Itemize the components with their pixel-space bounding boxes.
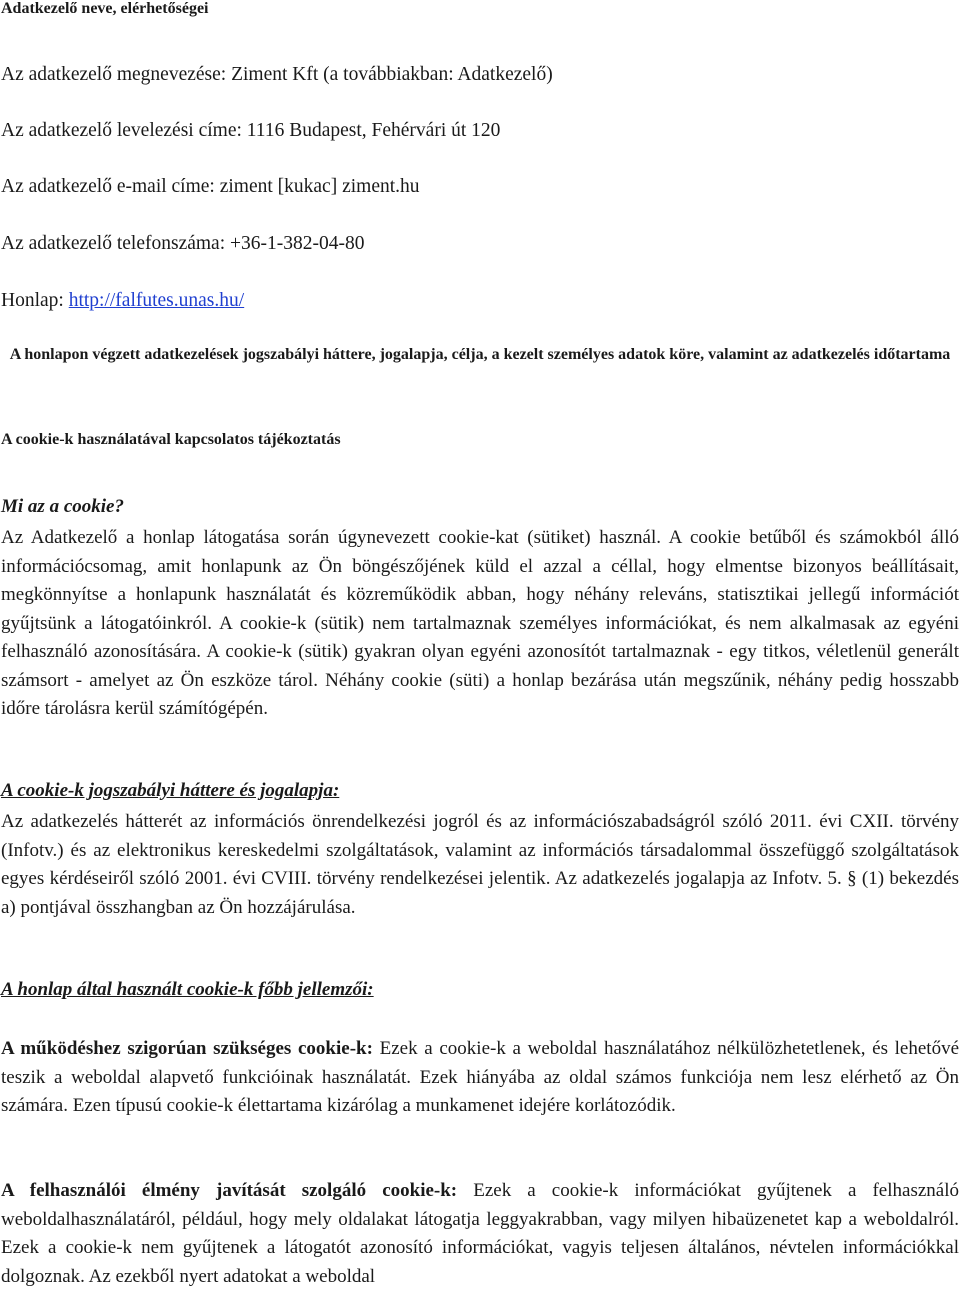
controller-address-line: Az adatkezelő levelezési címe: 1116 Budapest, Fehérvári út 120: [1, 120, 501, 141]
cookie-info-title: A cookie-k használatával kapcsolatos tájékoztatás: [1, 431, 341, 448]
page-heading: Adatkezelő neve, elérhetőségei: [1, 0, 209, 17]
controller-email-line: Az adatkezelő e-mail címe: ziment [kukac] ziment.hu: [1, 176, 420, 197]
controller-name-line: Az adatkezelő megnevezése: Ziment Kft (a továbbiakban: Adatkezelő): [1, 64, 553, 85]
legal-basis-title: A cookie-k jogszabályi háttere és jogalapja:: [1, 780, 340, 801]
necessary-cookies-text: Ezek a cookie-k a weboldal használatához nélkülözhetetlenek, és lehetővé teszik a weboldal alapvető funkcióinak használatát. Ezek hiányába az oldal számos funkciója nem lesz elérhető az Ön számára. Ezen típusú cookie-k élettartama kizárólag a munkamenet idejére korlátozódik.: [1, 1038, 959, 1116]
necessary-cookies-paragraph: [1, 1035, 959, 1121]
ux-cookies-text: Ezek a cookie-k információkat gyűjtenek a felhasználó weboldalhasználatáról, például, hogy mely oldalakat látogatja leggyakrabban, vagy milyen hibaüzenetet kap a weboldalról. Ezek a cookie-k nem gyűjtenek a látogatót azonosító információkat, vagyis teljesen általános, névtelen információkkal dolgoznak. Az ezekből nyert adatokat a weboldal: [1, 1180, 959, 1287]
legal-basis-paragraph: Az adatkezelés hátterét az információs önrendelkezési jogról és az információszabadságról szóló 2011. évi CXII. törvény (Infotv.) és az elektronikus kereskedelmi szolgáltatások, valamint az információs társadalommal összefüggő szolgáltatások egyes kérdéseiről szóló 2001. évi CVIII. törvény rendelkezései jelentik. Az adatkezelés jogalapja az Infotv. 5. § (1) bekezdés a) pontjával összhangban az Ön hozzájárulása.: [1, 811, 959, 918]
ux-cookies-paragraph: [1, 1177, 959, 1291]
legal-section-title: A honlapon végzett adatkezelések jogszabályi háttere, jogalapja, célja, a kezelt személyes adatok köre, valamint az adatkezelés időtartama: [9, 346, 951, 363]
ux-cookies-label: A felhasználói élmény javítását szolgáló cookie-k:: [1, 1180, 458, 1201]
cookie-features-title: A honlap által használt cookie-k főbb jellemzői:: [1, 979, 374, 1000]
what-is-cookie-paragraph: Az Adatkezelő a honlap látogatása során úgynevezett cookie-kat (sütiket) használ. A cookie betűből és számokból álló információcsomag, amit honlapunk az Ön böngészőjének küld el azzal a céllal, hogy elmentse bizonyos beállításait, megkönnyítse a honlapunk használatát és közreműködik abban, hogy néhány releváns, statisztikai jellegű információt gyűjtsünk a látogatóinkról. A cookie-k (sütik) nem tartalmaznak személyes információkat, és nem alkalmasak az egyéni felhasználó azonosítására. A cookie-k (sütik) gyakran olyan egyéni azonosítót tartalmaznak - egy titkos, véletlenül generált számsort - amelyet az Ön eszköze tárol. Néhány cookie (süti) a honlap bezárása után megszűnik, néhány pedig hosszabb időre tárolásra kerül számítógépén.: [1, 527, 959, 719]
website-link[interactable]: http://falfutes.unas.hu/: [68, 290, 245, 311]
controller-phone-line: Az adatkezelő telefonszáma: +36-1-382-04-80: [1, 233, 365, 254]
what-is-cookie-title: Mi az a cookie?: [1, 496, 124, 517]
necessary-cookies-label: A működéshez szigorúan szükséges cookie-k:: [1, 1038, 373, 1059]
website-line: [1, 290, 244, 312]
website-label: Honlap:: [1, 290, 69, 311]
